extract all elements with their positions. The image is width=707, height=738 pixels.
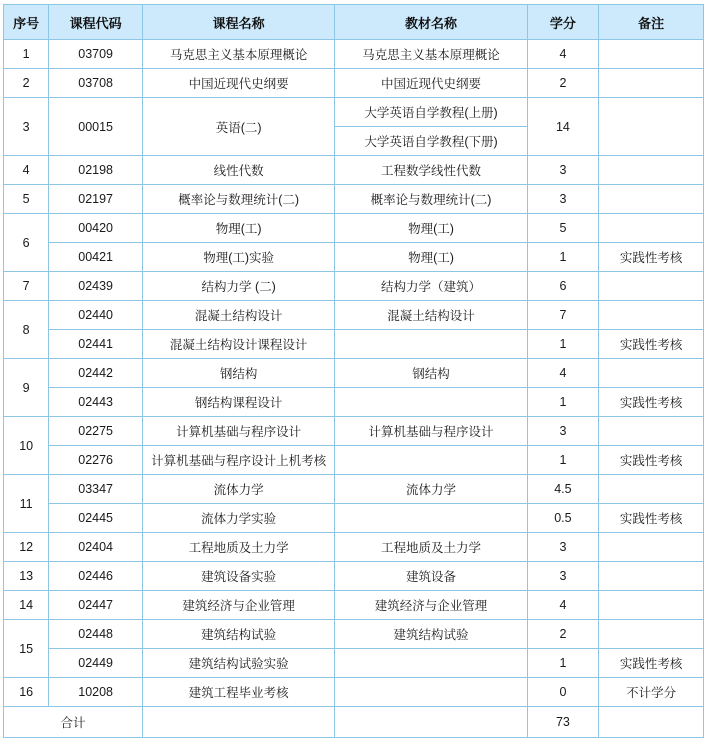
- cell-credit: 14: [527, 98, 599, 156]
- table-row: [4, 243, 704, 272]
- column-header-credit: 学分: [527, 5, 599, 40]
- cell-code: 02447: [49, 591, 143, 620]
- cell-seq: 10: [4, 417, 49, 475]
- cell-book-name: [335, 678, 527, 707]
- cell-course-name: 概率论与数理统计(二): [142, 185, 334, 214]
- cell-credit: 2: [527, 620, 599, 649]
- cell-note: [599, 620, 704, 649]
- cell-seq: 8: [4, 301, 49, 359]
- cell-seq: 16: [4, 678, 49, 707]
- cell-book-name: 概率论与数理统计(二): [335, 185, 527, 214]
- table-row: [4, 620, 704, 649]
- cell-code: 00015: [49, 98, 143, 156]
- table-header: [4, 5, 704, 40]
- cell-seq: 6: [4, 214, 49, 272]
- cell-seq: 1: [4, 40, 49, 69]
- total-note-blank: [599, 707, 704, 738]
- cell-credit: 0: [527, 678, 599, 707]
- cell-note: 实践性考核: [599, 504, 704, 533]
- table-row: [4, 591, 704, 620]
- table-row: [4, 185, 704, 214]
- cell-course-name: 混凝土结构设计课程设计: [142, 330, 334, 359]
- cell-code: 02404: [49, 533, 143, 562]
- cell-credit: 1: [527, 388, 599, 417]
- cell-code: 02442: [49, 359, 143, 388]
- cell-note: [599, 359, 704, 388]
- cell-book-name: 建筑结构试验: [335, 620, 527, 649]
- cell-credit: 0.5: [527, 504, 599, 533]
- cell-book-name: 工程地质及土力学: [335, 533, 527, 562]
- cell-code: 02439: [49, 272, 143, 301]
- cell-seq: 13: [4, 562, 49, 591]
- cell-course-name: 线性代数: [142, 156, 334, 185]
- cell-course-name: 建筑结构试验: [142, 620, 334, 649]
- cell-book-name: 物理(工): [335, 243, 527, 272]
- cell-note: 实践性考核: [599, 446, 704, 475]
- table-row: [4, 214, 704, 243]
- cell-code: 00420: [49, 214, 143, 243]
- cell-code: 02445: [49, 504, 143, 533]
- cell-course-name: 建筑工程毕业考核: [142, 678, 334, 707]
- cell-code: 03708: [49, 69, 143, 98]
- table-header-row: [4, 5, 704, 40]
- cell-code: 02275: [49, 417, 143, 446]
- cell-book-name: 物理(工): [335, 214, 527, 243]
- cell-course-name: 流体力学实验: [142, 504, 334, 533]
- table-row: [4, 446, 704, 475]
- cell-book-name: 大学英语自学教程(上册): [335, 98, 527, 127]
- cell-note: [599, 591, 704, 620]
- cell-course-name: 工程地质及土力学: [142, 533, 334, 562]
- cell-note: [599, 475, 704, 504]
- cell-course-name: 流体力学: [142, 475, 334, 504]
- cell-credit: 3: [527, 562, 599, 591]
- cell-course-name: 英语(二): [142, 98, 334, 156]
- cell-code: 02441: [49, 330, 143, 359]
- cell-code: 02443: [49, 388, 143, 417]
- cell-credit: 1: [527, 330, 599, 359]
- table-row: [4, 98, 704, 127]
- total-label: 合计: [4, 707, 143, 738]
- table-row: [4, 562, 704, 591]
- table-row: [4, 417, 704, 446]
- cell-code: 02448: [49, 620, 143, 649]
- cell-code: 02197: [49, 185, 143, 214]
- cell-book-name: 混凝土结构设计: [335, 301, 527, 330]
- cell-note: [599, 185, 704, 214]
- cell-credit: 3: [527, 185, 599, 214]
- table-row: [4, 475, 704, 504]
- cell-course-name: 建筑结构试验实验: [142, 649, 334, 678]
- cell-book-name: 中国近现代史纲要: [335, 69, 527, 98]
- cell-credit: 6: [527, 272, 599, 301]
- cell-course-name: 计算机基础与程序设计上机考核: [142, 446, 334, 475]
- total-credit: 73: [527, 707, 599, 738]
- cell-code: 02198: [49, 156, 143, 185]
- cell-note: [599, 417, 704, 446]
- cell-course-name: 计算机基础与程序设计: [142, 417, 334, 446]
- cell-note: [599, 301, 704, 330]
- cell-note: 不计学分: [599, 678, 704, 707]
- cell-credit: 4: [527, 40, 599, 69]
- cell-credit: 1: [527, 243, 599, 272]
- cell-book-name: 工程数学线性代数: [335, 156, 527, 185]
- cell-book-name: 大学英语自学教程(下册): [335, 127, 527, 156]
- cell-book-name: 流体力学: [335, 475, 527, 504]
- table-row: [4, 156, 704, 185]
- column-header-note: 备注: [599, 5, 704, 40]
- cell-note: [599, 156, 704, 185]
- cell-code: 02276: [49, 446, 143, 475]
- table-row: [4, 40, 704, 69]
- cell-book-name: [335, 446, 527, 475]
- column-header-book-name: 教材名称: [335, 5, 527, 40]
- cell-credit: 7: [527, 301, 599, 330]
- cell-course-name: 建筑设备实验: [142, 562, 334, 591]
- cell-note: 实践性考核: [599, 330, 704, 359]
- cell-credit: 3: [527, 417, 599, 446]
- cell-credit: 3: [527, 156, 599, 185]
- cell-book-name: 马克思主义基本原理概论: [335, 40, 527, 69]
- cell-seq: 3: [4, 98, 49, 156]
- cell-seq: 14: [4, 591, 49, 620]
- cell-course-name: 物理(工)实验: [142, 243, 334, 272]
- cell-course-name: 中国近现代史纲要: [142, 69, 334, 98]
- table-body: [4, 40, 704, 738]
- course-plan-table: [3, 4, 704, 738]
- column-header-code: 课程代码: [49, 5, 143, 40]
- table-row: [4, 678, 704, 707]
- cell-book-name: [335, 504, 527, 533]
- cell-code: 00421: [49, 243, 143, 272]
- cell-course-name: 钢结构课程设计: [142, 388, 334, 417]
- cell-book-name: 建筑设备: [335, 562, 527, 591]
- cell-note: [599, 272, 704, 301]
- table-row: [4, 69, 704, 98]
- cell-credit: 5: [527, 214, 599, 243]
- cell-seq: 5: [4, 185, 49, 214]
- cell-note: 实践性考核: [599, 649, 704, 678]
- cell-seq: 9: [4, 359, 49, 417]
- cell-code: 10208: [49, 678, 143, 707]
- table-row: [4, 272, 704, 301]
- cell-seq: 7: [4, 272, 49, 301]
- table-row: [4, 649, 704, 678]
- cell-credit: 1: [527, 446, 599, 475]
- cell-course-name: 钢结构: [142, 359, 334, 388]
- cell-book-name: 钢结构: [335, 359, 527, 388]
- cell-note: [599, 533, 704, 562]
- table-row: [4, 504, 704, 533]
- cell-credit: 2: [527, 69, 599, 98]
- cell-note: 实践性考核: [599, 243, 704, 272]
- cell-credit: 4: [527, 591, 599, 620]
- cell-credit: 1: [527, 649, 599, 678]
- cell-note: [599, 69, 704, 98]
- cell-book-name: 建筑经济与企业管理: [335, 591, 527, 620]
- cell-credit: 4: [527, 359, 599, 388]
- total-book-blank: [335, 707, 527, 738]
- cell-course-name: 混凝土结构设计: [142, 301, 334, 330]
- table-row: [4, 359, 704, 388]
- cell-seq: 2: [4, 69, 49, 98]
- cell-book-name: [335, 388, 527, 417]
- cell-seq: 11: [4, 475, 49, 533]
- cell-book-name: [335, 330, 527, 359]
- column-header-course-name: 课程名称: [142, 5, 334, 40]
- cell-seq: 12: [4, 533, 49, 562]
- cell-note: [599, 562, 704, 591]
- column-header-seq: 序号: [4, 5, 49, 40]
- cell-book-name: 计算机基础与程序设计: [335, 417, 527, 446]
- cell-course-name: 建筑经济与企业管理: [142, 591, 334, 620]
- cell-seq: 15: [4, 620, 49, 678]
- table-row: [4, 330, 704, 359]
- cell-code: 03709: [49, 40, 143, 69]
- cell-note: [599, 40, 704, 69]
- cell-note: [599, 214, 704, 243]
- cell-course-name: 马克思主义基本原理概论: [142, 40, 334, 69]
- cell-note: [599, 98, 704, 156]
- table-row: [4, 301, 704, 330]
- table-row: [4, 388, 704, 417]
- cell-book-name: [335, 649, 527, 678]
- cell-code: 03347: [49, 475, 143, 504]
- cell-code: 02449: [49, 649, 143, 678]
- cell-course-name: 结构力学 (二): [142, 272, 334, 301]
- cell-code: 02446: [49, 562, 143, 591]
- cell-note: 实践性考核: [599, 388, 704, 417]
- table-row: [4, 533, 704, 562]
- cell-code: 02440: [49, 301, 143, 330]
- cell-credit: 4.5: [527, 475, 599, 504]
- cell-credit: 3: [527, 533, 599, 562]
- total-course-blank: [142, 707, 334, 738]
- table-total-row: [4, 707, 704, 738]
- cell-book-name: 结构力学（建筑）: [335, 272, 527, 301]
- cell-course-name: 物理(工): [142, 214, 334, 243]
- cell-seq: 4: [4, 156, 49, 185]
